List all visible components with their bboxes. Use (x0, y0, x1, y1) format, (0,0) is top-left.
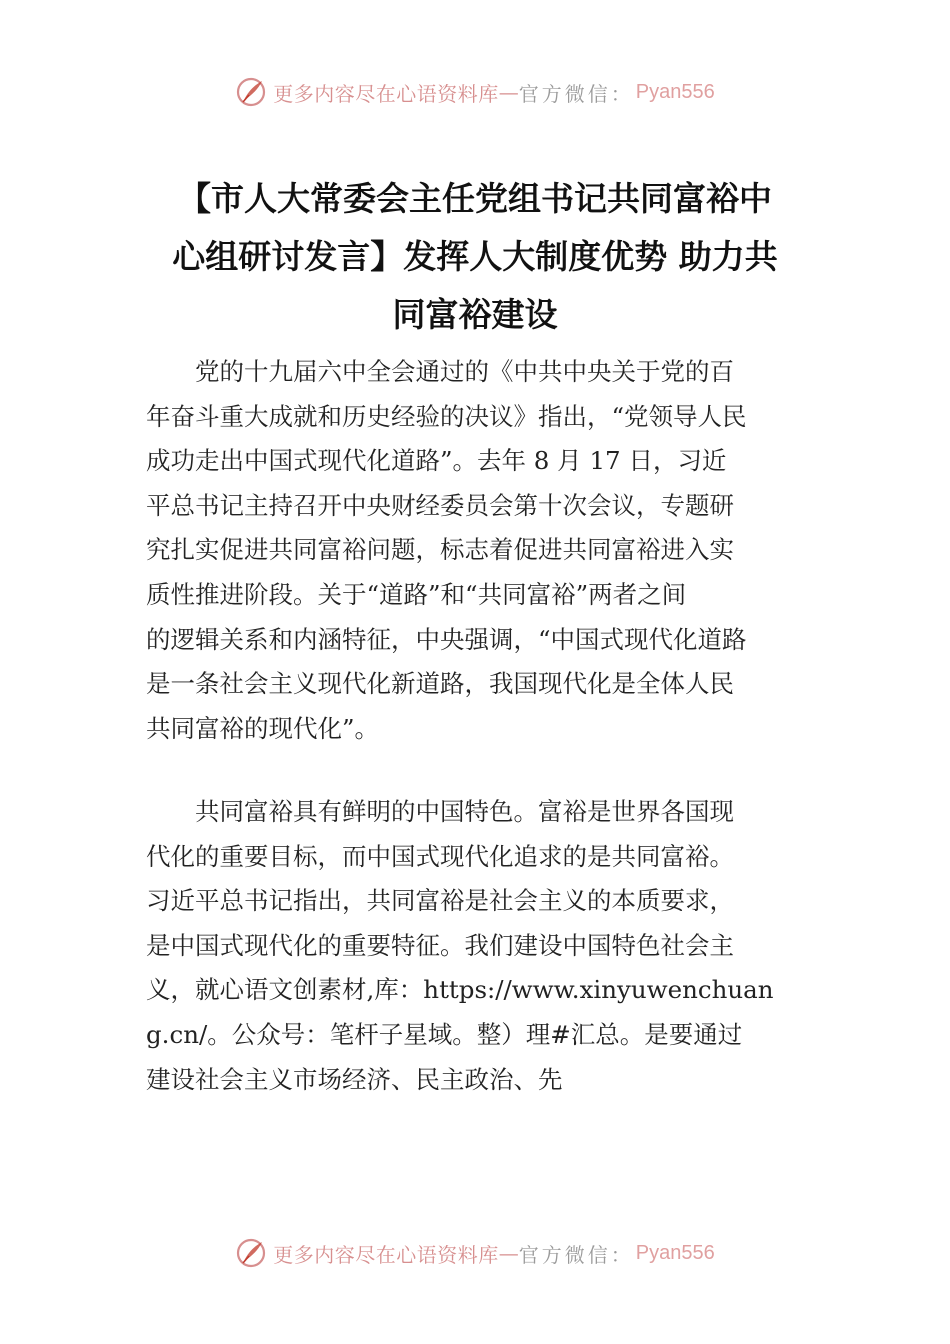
text-line: 建设社会主义市场经济、民主政治、先 (146, 1064, 563, 1094)
watermark-wechat-id: Pyan556 (635, 1241, 715, 1264)
title-line: 同富裕建设 (392, 295, 558, 334)
watermark-separator: — (498, 1241, 519, 1265)
watermark-main-text: 更多内容尽在心语资料库 (273, 1242, 499, 1267)
text-line: 义，就心语文创素材,库：https://www.xinyuwenchuan (146, 975, 774, 1005)
text-line: 究扎实促进共同富裕问题，标志着促进共同富裕进入实 (146, 535, 734, 565)
quill-pen-logo-icon (235, 76, 267, 108)
text-line: 成功走出中国式现代化道路”。去年 8 月 17 日，习近 (146, 446, 727, 476)
title-line: 心组研讨发言】发挥人大制度优势 助力共 (172, 237, 778, 276)
footer-watermark (0, 1233, 950, 1273)
watermark-wechat-label: 官方微信： (518, 81, 634, 106)
text-line: 共同富裕具有鲜明的中国特色。富裕是世界各国现 (146, 797, 734, 826)
body-paragraph-2 (146, 790, 806, 1102)
text-line: 共同富裕的现代化”。 (146, 713, 380, 743)
text-line: 质性推进阶段。关于“道路”和“共同富裕”两者之间 (146, 579, 687, 609)
text-line: 平总书记主持召开中央财经委员会第十次会议，专题研 (146, 490, 734, 520)
text-line: 习近平总书记指出，共同富裕是社会主义的本质要求， (146, 886, 734, 916)
text-line: 的逻辑关系和内涵特征，中央强调，“中国式现代化道路 (146, 624, 747, 654)
document-title (140, 170, 810, 344)
text-line: 是一条社会主义现代化新道路，我国现代化是全体人民 (146, 669, 734, 699)
quill-pen-logo-icon (235, 1237, 267, 1269)
watermark-separator: — (498, 80, 519, 104)
text-line: 党的十九届六中全会通过的《中共中央关于党的百 (146, 357, 734, 386)
title-line: 【市人大常委会主任党组书记共同富裕中 (178, 179, 772, 218)
text-line: 年奋斗重大成就和历史经验的决议》指出，“党领导人民 (146, 401, 747, 431)
body-paragraph-1 (146, 350, 806, 751)
text-line: 是中国式现代化的重要特征。我们建设中国特色社会主 (146, 930, 734, 960)
watermark-wechat-label: 官方微信： (518, 1242, 634, 1267)
text-line: 代化的重要目标，而中国式现代化追求的是共同富裕。 (146, 841, 734, 871)
watermark-wechat-id: Pyan556 (635, 80, 715, 103)
header-watermark (0, 72, 950, 112)
text-line: g.cn/。公众号：笔杆子星域。整）理#汇总。是要通过 (146, 1019, 743, 1049)
watermark-main-text: 更多内容尽在心语资料库 (273, 81, 499, 106)
